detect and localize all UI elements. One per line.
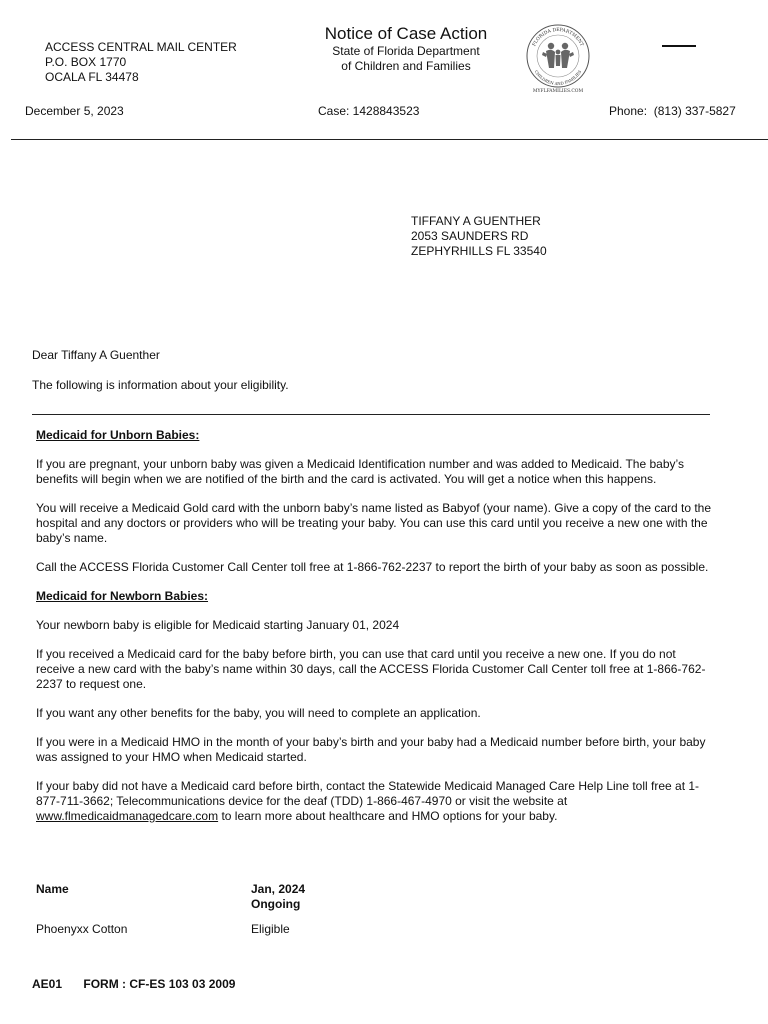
svg-text:FLORIDA DEPARTMENT: FLORIDA DEPARTMENT xyxy=(532,28,584,48)
greeting: Dear Tiffany A Guenther xyxy=(32,348,160,362)
footer-code: AE01 xyxy=(32,977,63,991)
sender-po-box: P.O. BOX 1770 xyxy=(45,55,127,69)
recipient-address xyxy=(411,214,547,259)
footer-form-number: FORM : CF-ES 103 03 2009 xyxy=(83,977,236,991)
svg-text:MYFLFAMILIES.COM: MYFLFAMILIES.COM xyxy=(532,89,584,94)
newborn-paragraph-5-end: to learn more about healthcare and HMO options for your baby. xyxy=(221,809,558,823)
unborn-heading: Medicaid for Unborn Babies: xyxy=(36,428,200,442)
notice-header xyxy=(300,24,512,74)
unborn-paragraph-2: You will receive a Medicaid Gold card with the unborn baby’s name listed as Babyof (your name). Give a copy of the card to the hospital and any doctors or providers who will be treating your baby. You can use this card until you receive a new one with the baby’s name. xyxy=(36,501,712,545)
form-footer xyxy=(32,977,235,992)
table-header-name: Name xyxy=(36,882,69,896)
phone-label: Phone: xyxy=(609,104,648,118)
sender-address xyxy=(45,40,237,85)
agency-line-1: State of Florida Department xyxy=(332,44,480,58)
table-row-name: Phoenyxx Cotton xyxy=(36,922,128,936)
newborn-heading: Medicaid for Newborn Babies: xyxy=(36,589,209,603)
phone-info xyxy=(609,104,736,119)
newborn-paragraph-1: Your newborn baby is eligible for Medicaid starting January 01, 2024 xyxy=(36,618,400,632)
notice-date: December 5, 2023 xyxy=(25,104,124,118)
phone-number: (813) 337-5827 xyxy=(653,104,736,118)
recipient-street: 2053 SAUNDERS RD xyxy=(411,229,529,243)
header-dash-mark xyxy=(662,45,696,47)
recipient-name: TIFFANY A GUENTHER xyxy=(411,214,541,228)
recipient-city: ZEPHYRHILLS FL 33540 xyxy=(411,244,547,258)
unborn-paragraph-1: If you are pregnant, your unborn baby was given a Medicaid Identification number and was added to Medicaid. The baby’s benefits will begin when we are notified of the birth and the card is activated. You will get a notice when this happens. xyxy=(36,457,684,486)
newborn-paragraph-5-start: If your baby did not have a Medicaid card before birth, contact the Statewide Medicaid Managed Care Help Line toll free at 1-877-711-3662; Telecommunications device for the deaf (TDD) 1-866-467-4970 or visit the website at xyxy=(36,779,700,808)
notice-body xyxy=(36,428,712,838)
table-header-month: Jan, 2024 xyxy=(251,882,306,896)
table-header-ongoing: Ongoing xyxy=(251,897,301,911)
table-row-status: Eligible xyxy=(251,922,290,936)
sender-name: ACCESS CENTRAL MAIL CENTER xyxy=(45,40,237,54)
newborn-paragraph-4: If you were in a Medicaid HMO in the month of your baby’s birth and your baby had a Medicaid number before birth, your baby was assigned to your HMO when Medicaid started. xyxy=(36,735,706,764)
newborn-paragraph-3: If you want any other benefits for the baby, you will need to complete an application. xyxy=(36,706,481,720)
svg-text:CHILDREN AND FAMILIES: CHILDREN AND FAMILIES xyxy=(533,69,583,87)
department-seal-logo xyxy=(523,22,593,94)
case-number: Case: 1428843523 xyxy=(318,104,420,118)
header-divider xyxy=(11,139,768,140)
agency-line-2: of Children and Families xyxy=(341,59,471,73)
unborn-paragraph-3: Call the ACCESS Florida Customer Call Center toll free at 1-866-762-2237 to report the birth of your baby as soon as possible. xyxy=(36,560,709,574)
newborn-paragraph-5 xyxy=(36,779,712,824)
notice-title: Notice of Case Action xyxy=(324,24,488,43)
managed-care-website-link[interactable]: www.flmedicaidmanagedcare.com xyxy=(36,809,219,823)
sender-city: OCALA FL 34478 xyxy=(45,70,139,84)
newborn-paragraph-2: If you received a Medicaid card for the baby before birth, you can use that card until you receive a new one. If you do not receive a new card with the baby’s name within 30 days, call the ACCESS Florida Customer Call Center toll free at 1-866-762-2237 to request one. xyxy=(36,647,706,691)
body-divider xyxy=(32,414,710,415)
intro-text: The following is information about your eligibility. xyxy=(32,378,289,392)
